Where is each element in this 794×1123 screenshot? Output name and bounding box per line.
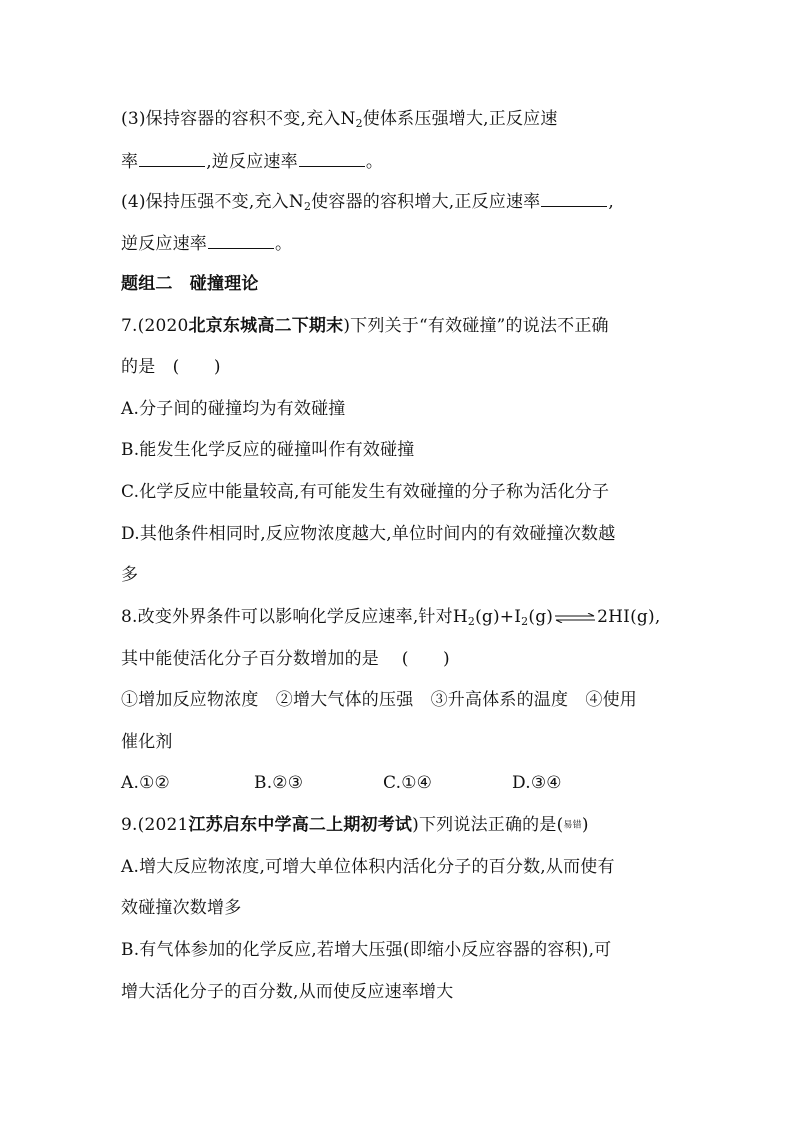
q8-conditions-line2: 催化剂: [121, 732, 173, 752]
text: 。: [275, 234, 293, 254]
q7-stem-line2: 的是 ( ): [121, 357, 221, 377]
q8-stem-line2: 其中能使活化分子百分数增加的是 ( ): [121, 649, 450, 669]
text: 9.(2021: [121, 815, 189, 835]
text: ,逆反应速率: [206, 152, 298, 172]
section-heading: 题组二 碰撞理论: [121, 274, 259, 294]
text: (g): [528, 607, 554, 627]
q8-option-b: B.②③: [254, 773, 304, 793]
subscript: 2: [303, 200, 312, 213]
answer-blank[interactable]: [299, 150, 365, 167]
subscript: 2: [355, 117, 363, 130]
q8-option-d: D.③④: [512, 773, 562, 793]
q7-stem-line1: [121, 315, 609, 337]
q8-stem-line1: [121, 606, 660, 628]
text: 7.(2020: [121, 316, 189, 336]
q9-option-b-line2: 增大活化分子的百分数,从而使反应速率增大: [121, 982, 454, 1002]
text: (g)+I: [475, 607, 522, 627]
q8-options: [121, 772, 562, 794]
text: ,: [608, 192, 614, 212]
text: )下列关于“有效碰撞”的说法不正确: [343, 316, 609, 336]
q8-conditions: ①增加反应物浓度 ②增大气体的压强 ③升高体系的温度 ④使用: [121, 690, 637, 710]
text: 2HI(g),: [597, 607, 661, 627]
q9-stem: [121, 814, 589, 837]
answer-blank[interactable]: [208, 232, 274, 249]
text: (3)保持容器的容积不变,充入N: [121, 109, 356, 129]
q7-option-a: A.分子间的碰撞均为有效碰撞: [121, 399, 346, 419]
question-source: 北京东城高二下期末: [188, 316, 344, 336]
q6-item3-line1: [121, 108, 558, 130]
q6-item3-line2: [121, 150, 383, 173]
q7-option-d-line1: D.其他条件相同时,反应物浓度越大,单位时间内的有效碰撞次数越: [121, 524, 616, 544]
equilibrium-arrows-icon: [554, 613, 596, 623]
answer-blank[interactable]: [541, 190, 607, 207]
question-source: 江苏启东中学高二上期初考试: [188, 815, 413, 835]
text: 。: [365, 152, 384, 172]
text: 使体系压强增大,正反应速: [362, 109, 558, 129]
text: (4)保持压强不变,充入N: [121, 192, 304, 212]
q9-option-a-line2: 效碰撞次数增多: [121, 898, 242, 918]
text: 率: [121, 152, 139, 172]
q7-option-d-line2: 多: [121, 565, 139, 585]
text: 8.改变外界条件可以影响化学反应速率,针对H: [121, 607, 468, 627]
text: ): [581, 815, 589, 835]
q9-option-b-line1: B.有气体参加的化学反应,若增大压强(即缩小反应容器的容积),可: [121, 940, 612, 960]
q8-option-c: C.①④: [383, 773, 433, 793]
subscript: 2: [467, 615, 476, 628]
subscript: 2: [521, 615, 529, 628]
answer-blank[interactable]: [139, 150, 205, 167]
q7-option-b: B.能发生化学反应的碰撞叫作有效碰撞: [121, 440, 415, 460]
q6-item4-line1: [121, 190, 614, 213]
q7-option-c: C.化学反应中能量较高,有可能发生有效碰撞的分子称为活化分子: [121, 482, 610, 502]
text: 逆反应速率: [121, 234, 207, 254]
text: )下列说法正确的是(: [412, 815, 564, 835]
q6-item4-line2: [121, 232, 292, 255]
text: 使容器的容积增大,正反应速率: [311, 192, 541, 212]
q9-option-a-line1: A.增大反应物浓度,可增大单位体积内活化分子的百分数,从而使有: [121, 857, 615, 877]
difficulty-tag: 易错: [563, 820, 582, 831]
q8-option-a: A.①②: [121, 773, 170, 793]
